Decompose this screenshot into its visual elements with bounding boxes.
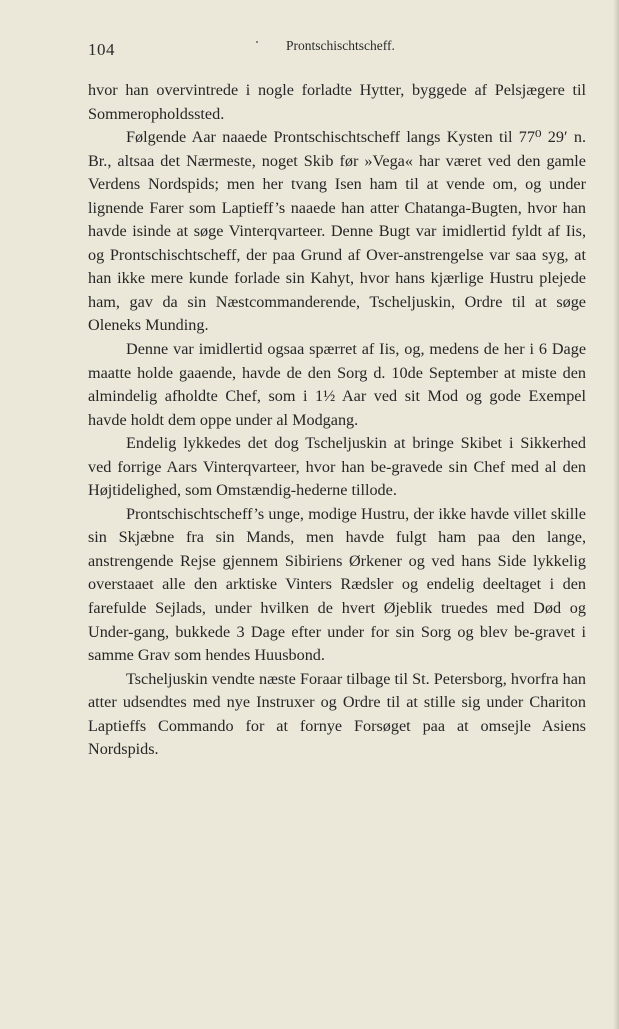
header-speck: [256, 41, 258, 43]
page-number: 104: [88, 40, 115, 59]
running-head: Prontschischtscheff.: [286, 38, 395, 53]
paragraph-continued: hvor han overvintrede i nogle forladte Hytter, byggede af Pelsjægere til Sommeropholdssted.: [88, 81, 586, 123]
paragraph: Prontschischtscheff’s unge, modige Hustru, der ikke havde villet skille sin Skjæbne fra sin Mands, men havde fulgt ham paa den lange, anstrengende Rejse gjennem Sibiriens Ørkener og ved hans Side lykkelig overstaaet alle den arktiske Vinters Rædsler og endelig deeltaget i den farefulde Sejlads, under hvilken de hvert Øjeblik truedes med Død og Under-gang, bukkede 3 Dage efter under for sin Sorg og blev be-gravet i samme Grav som hendes Huusbond.: [88, 504, 586, 665]
paragraph: Endelig lykkedes det dog Tscheljuskin at bringe Skibet i Sikkerhed ved forrige Aars Vinterqvarteer, hvor han be-gravede sin Chef med al den Højtidelighed, som Omstændig-hederne tillode.: [88, 434, 586, 500]
paragraph: Følgende Aar naaede Prontschischtscheff langs Kysten til 77⁰ 29′ n. Br., altsaa det Nærmeste, noget Skib før »Vega« har været ved den gamle Verdens Nordspids; men her tvang Isen ham til at vende om, og under lignende Farer som Laptieff’s naaede han atter Chatanga-Bugten, hvor han havde isinde at søge Vinterqvarteer. Denne Bugt var imidlertid fyldt af Iis, og Prontschischtscheff, der paa Grund af Over-anstrengelse var saa syg, at han ikke mere kunde forlade sin Kahyt, hvor hans kjærlige Hustru plejede ham, gav da sin Næstcommanderende, Tscheljuskin, Ordre til at søge Oleneks Munding.: [88, 128, 586, 335]
page-edge-shadow: [613, 0, 619, 1029]
page-header: [88, 38, 586, 62]
paragraph: Tscheljuskin vendte næste Foraar tilbage til St. Petersborg, hvorfra han atter udsendtes med nye Instruxer og Ordre til at stille sig under Chariton Laptieffs Commando for at fornye Forsøget paa at omsejle Asiens Nordspids.: [88, 669, 586, 759]
paragraph: Denne var imidlertid ogsaa spærret af Iis, og, medens de her i 6 Dage maatte holde gaaende, havde de den Sorg d. 10de September at miste den almindelig afholdte Chef, som i 1½ Aar ved sit Mod og gode Exempel havde holdt dem oppe under al Modgang.: [88, 340, 586, 429]
body-text: [88, 79, 586, 762]
